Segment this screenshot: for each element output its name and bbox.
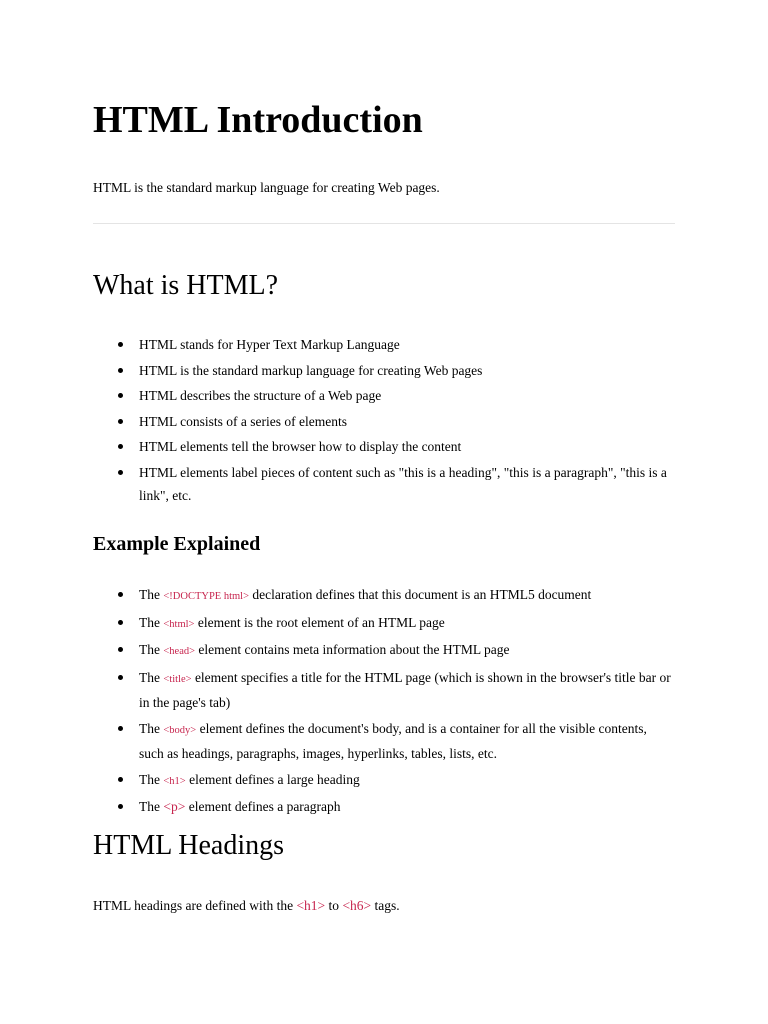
paragraph-text: HTML headings are defined with the <box>93 898 297 913</box>
code-snippet: <h6> <box>342 898 372 913</box>
example-explained-list <box>93 582 673 820</box>
item-prefix: The <box>139 799 164 814</box>
item-text: element specifies a title for the HTML page (which is shown in the browser's title bar or in the page's tab) <box>139 669 671 710</box>
code-snippet: <body> <box>163 724 197 736</box>
example-explained-heading: Example Explained <box>93 533 261 555</box>
what-is-html-list <box>93 332 673 509</box>
list-item <box>93 794 673 820</box>
list-item <box>93 767 673 795</box>
headings-paragraph <box>93 897 400 915</box>
item-text: declaration defines that this document is an HTML5 document <box>249 587 592 602</box>
item-text: element contains meta information about the HTML page <box>195 642 510 657</box>
list-item: HTML consists of a series of elements <box>93 409 673 435</box>
intro-paragraph: HTML is the standard markup language for creating Web pages. <box>93 180 440 195</box>
code-snippet: <head> <box>163 646 196 657</box>
item-prefix: The <box>139 771 164 787</box>
section-divider <box>93 223 675 224</box>
item-prefix: The <box>139 587 164 602</box>
code-snippet: <h1> <box>163 775 186 787</box>
list-item: HTML describes the structure of a Web page <box>93 383 673 409</box>
what-is-html-heading: What is HTML? <box>93 270 279 301</box>
code-snippet: <h1> <box>296 898 326 913</box>
item-text: element defines the document's body, and is a container for all the visible contents, such as headings, paragraphs, images, hyperlinks, tables, lists, etc. <box>139 720 647 761</box>
item-prefix: The <box>139 642 164 657</box>
list-item <box>93 582 673 610</box>
list-item <box>93 610 673 638</box>
list-item: HTML is the standard markup language for creating Web pages <box>93 358 673 384</box>
code-snippet: <html> <box>163 618 195 630</box>
list-item <box>93 716 673 767</box>
item-text: element is the root element of an HTML page <box>194 614 445 630</box>
list-item <box>93 637 673 665</box>
html-headings-heading: HTML Headings <box>93 830 285 861</box>
list-item: HTML elements label pieces of content such as "this is a heading", "this is a paragraph", "this is a link", etc. <box>93 460 673 509</box>
item-text: element defines a paragraph <box>185 799 341 814</box>
paragraph-text: tags. <box>371 898 400 913</box>
list-item: HTML stands for Hyper Text Markup Language <box>93 332 673 358</box>
list-item: HTML elements tell the browser how to display the content <box>93 434 673 460</box>
page-title: HTML Introduction <box>93 99 423 141</box>
list-item <box>93 665 673 716</box>
code-snippet: <!DOCTYPE html> <box>163 591 250 602</box>
item-prefix: The <box>139 669 164 685</box>
item-prefix: The <box>139 614 164 630</box>
item-text: element defines a large heading <box>185 771 360 787</box>
paragraph-text: to <box>325 898 343 913</box>
item-prefix: The <box>139 720 164 736</box>
code-snippet: <p> <box>163 799 186 814</box>
code-snippet: <title> <box>163 673 192 685</box>
